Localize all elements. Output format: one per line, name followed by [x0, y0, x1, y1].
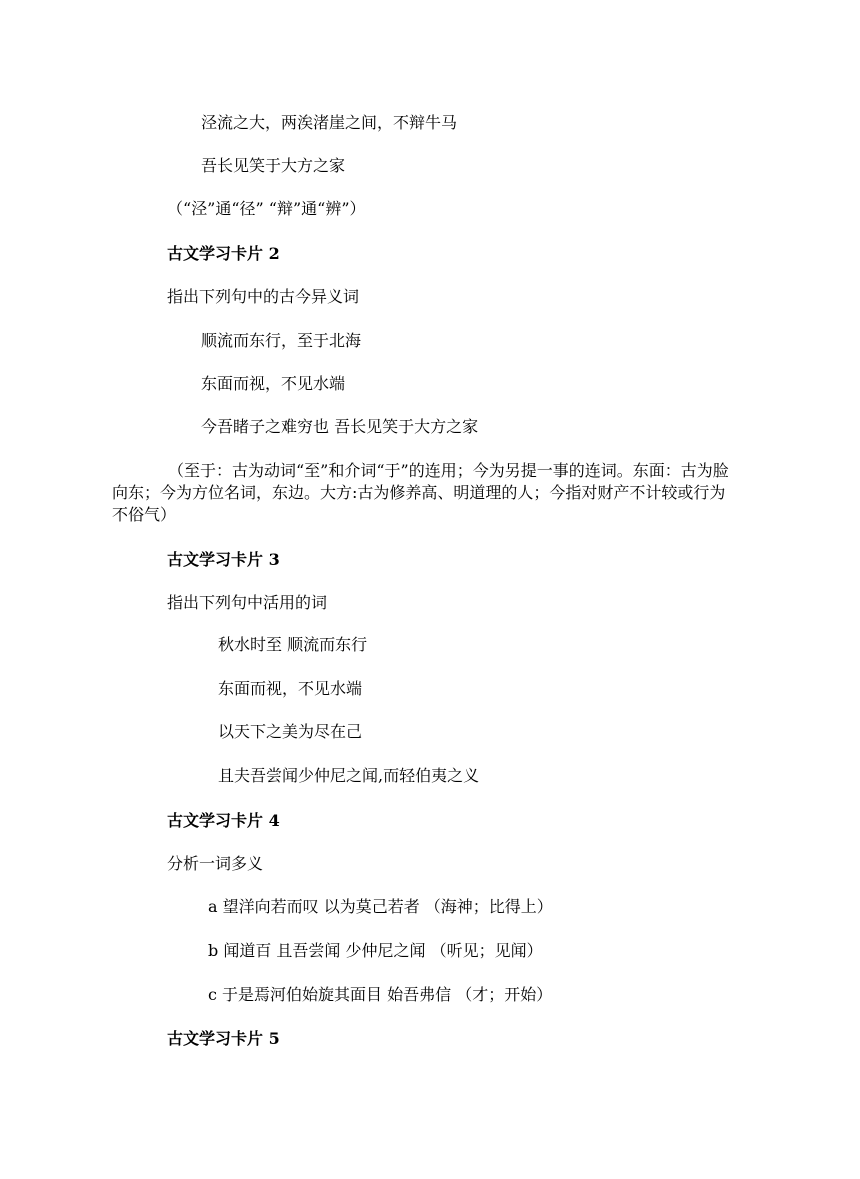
card-title: 古文学习卡片 5: [167, 1029, 280, 1048]
polysemy-item: b 闻道百 且吾尝闻 少仲尼之闻 （听见；见闻）: [208, 941, 543, 960]
sentence-line: 东面而视，不见水端: [201, 374, 346, 393]
explanation-paragraph: （至于：古为动词“至”和介词“于”的连用；今为另提一事的连词。东面：古为脸向东；今为方位名词，东边。大方:古为修养高、明道理的人；今指对财产不计较或行为不俗气）: [112, 461, 729, 524]
sentence-line: 东面而视，不见水端: [218, 679, 363, 698]
sentence-line: 秋水时至 顺流而东行: [218, 635, 368, 654]
note-line: （“泾”通“径” “辩”通“辨”）: [167, 199, 366, 218]
sentence-line: 且夫吾尝闻少仲尼之闻,而轻伯夷之义: [218, 766, 480, 785]
sentence-line: 泾流之大，两涘渚崖之间，不辩牛马: [201, 113, 458, 132]
polysemy-item: c 于是焉河伯始旋其面目 始吾弗信 （才；开始）: [208, 985, 553, 1004]
card-prompt: 分析一词多义: [167, 854, 264, 873]
card-title: 古文学习卡片 3: [167, 550, 280, 569]
sentence-line: 今吾睹子之难穷也 吾长见笑于大方之家: [201, 417, 479, 436]
card-prompt: 指出下列句中的古今异义词: [167, 287, 360, 306]
sentence-line: 以天下之美为尽在己: [218, 722, 363, 741]
card-prompt: 指出下列句中活用的词: [167, 593, 328, 612]
sentence-line: 顺流而东行，至于北海: [201, 331, 362, 350]
card-title: 古文学习卡片 4: [167, 811, 280, 830]
card-title: 古文学习卡片 2: [167, 244, 280, 263]
polysemy-item: a 望洋向若而叹 以为莫己若者 （海神；比得上）: [208, 897, 553, 916]
sentence-line: 吾长见笑于大方之家: [201, 156, 346, 175]
